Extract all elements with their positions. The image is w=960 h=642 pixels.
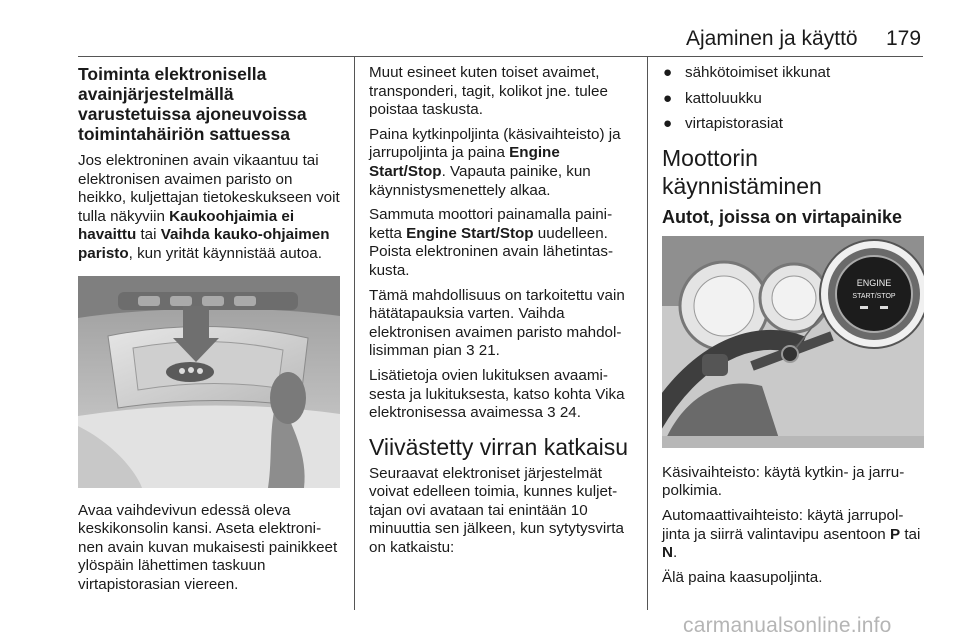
text-span: Jos elektroninen avain vikaantuu tai elektronisen avaimen paristo on heikko, kuljettajan tietokeskukseen voit tulla näkyviin [78, 152, 340, 225]
text-span: Paina kytkinpoljinta (käsivaihteisto) ja jarrupoljinta ja paina [369, 125, 621, 162]
paragraph-open-cover: Avaa vaihdevivun edessä oleva keskikonsolin kansi. Aseta elektroninen avain kuvan mukaisesti painikkeet ylöspäin lähettimen taskuun virtapistorasian viereen. [78, 501, 338, 593]
bullet-text: sähkötoimiset ikkunat [685, 64, 831, 81]
bullet-item [662, 90, 924, 109]
page-number: 179 [886, 27, 922, 50]
bullet-icon: ● [663, 64, 673, 81]
watermark: carmanualsonline.info [683, 614, 892, 637]
subheading-power-button: Autot, joissa on virtapainike [662, 206, 903, 227]
column-divider-2 [647, 56, 648, 610]
text-span: Automaattivaihteisto: käytä jarrupoljinta ja siirrä valintavipu asentoon [662, 506, 904, 543]
header-title: Ajaminen ja käyttö [686, 27, 858, 50]
paragraph-more-info [369, 367, 635, 423]
section-heading-engine-start: Moottorin käynnistäminen [662, 144, 822, 199]
section-heading-delayed-power-off: Viivästetty virran katkaisu [369, 433, 629, 460]
figure-key-pocket [78, 276, 340, 488]
bullet-item [662, 64, 924, 83]
button-name: Engine Start/Stop [406, 224, 534, 242]
page-reference: 24. [559, 404, 581, 422]
page-header [0, 0, 960, 56]
text-span: uudelleen. Poista elektroninen avain lähetintaskusta. [369, 224, 613, 279]
column-1 [78, 64, 340, 601]
message-text: Kaukoohjaimia ei havaittu [78, 207, 295, 244]
text-span: Lisätietoja ovien lukituksen avaamisesta ja lukituksesta, katso kohta Vika elektronisessa avaimessa [369, 366, 625, 422]
text-span: Tämä mahdollisuus on tarkoitettu vain hätätapauksia varten. Vaihda elektronisen avaimen paristo mahdollisimman pian [369, 286, 625, 360]
text-span: tai [136, 226, 161, 244]
column-divider-1 [354, 56, 355, 610]
bullet-item [662, 115, 924, 134]
paragraph-stop-engine [369, 206, 635, 280]
button-name: Engine Start/Stop [369, 144, 560, 180]
section-heading-emergency: Toiminta elektronisella avainjärjestelmällä varustetuissa ajoneuvoissa toimintahäiriön sattuessa [78, 64, 307, 144]
column-3 [662, 64, 924, 593]
page-reference-icon: 3 [547, 404, 556, 422]
paragraph-emergency-only [369, 287, 635, 361]
key-pocket-illustration [78, 276, 340, 488]
figure-start-button [662, 236, 924, 448]
text-span: . [672, 544, 678, 562]
text-span: . Vapauta painike, kun käynnistysmenettely alkaa. [369, 162, 591, 199]
message-text: Vaihda kauko-ohjaimen paristo [78, 226, 330, 262]
paragraph-manual-transmission: Käsivaihteisto: käytä kytkin- ja jarrupolkimia. [662, 463, 905, 500]
engine-label: ENGINE [856, 277, 892, 288]
start-stop-label: START/STOP [852, 292, 896, 300]
bullet-text: kattoluukku [685, 89, 762, 107]
page-reference-icon: 3 [466, 342, 475, 360]
header-rule [78, 56, 923, 57]
bullet-text: virtapistorasiat [685, 115, 783, 133]
paragraph-press-pedals [369, 126, 635, 200]
column-2 [369, 64, 635, 564]
text-span: , kun yrität käynnistää autoa. [128, 244, 322, 262]
start-stop-illustration [662, 236, 924, 448]
gear-position: N [662, 544, 673, 562]
paragraph-no-throttle: Älä paina kaasupoljinta. [662, 568, 823, 586]
page-reference: 21. [478, 342, 500, 360]
paragraph-automatic-transmission [662, 507, 924, 563]
text-span: tai [900, 525, 921, 543]
bullet-icon: ● [663, 89, 673, 107]
gear-position: P [889, 525, 901, 543]
paragraph-remove-objects: Muut esineet kuten toiset avaimet, transponderi, tagit, kolikot jne. tulee poistaa taskusta. [369, 64, 608, 119]
text-span: Sammuta moottori painamalla painiketta [369, 206, 613, 242]
bullet-icon: ● [663, 115, 673, 133]
paragraph-delayed-power: Seuraavat elektroniset järjestelmät voivat edelleen toimia, kunnes kuljettajan ovi avataan tai enintään 10 minuuttia sen jälkeen, kun sytytysvirta on katkaistu: [369, 464, 624, 557]
paragraph-key-failure [78, 152, 340, 264]
